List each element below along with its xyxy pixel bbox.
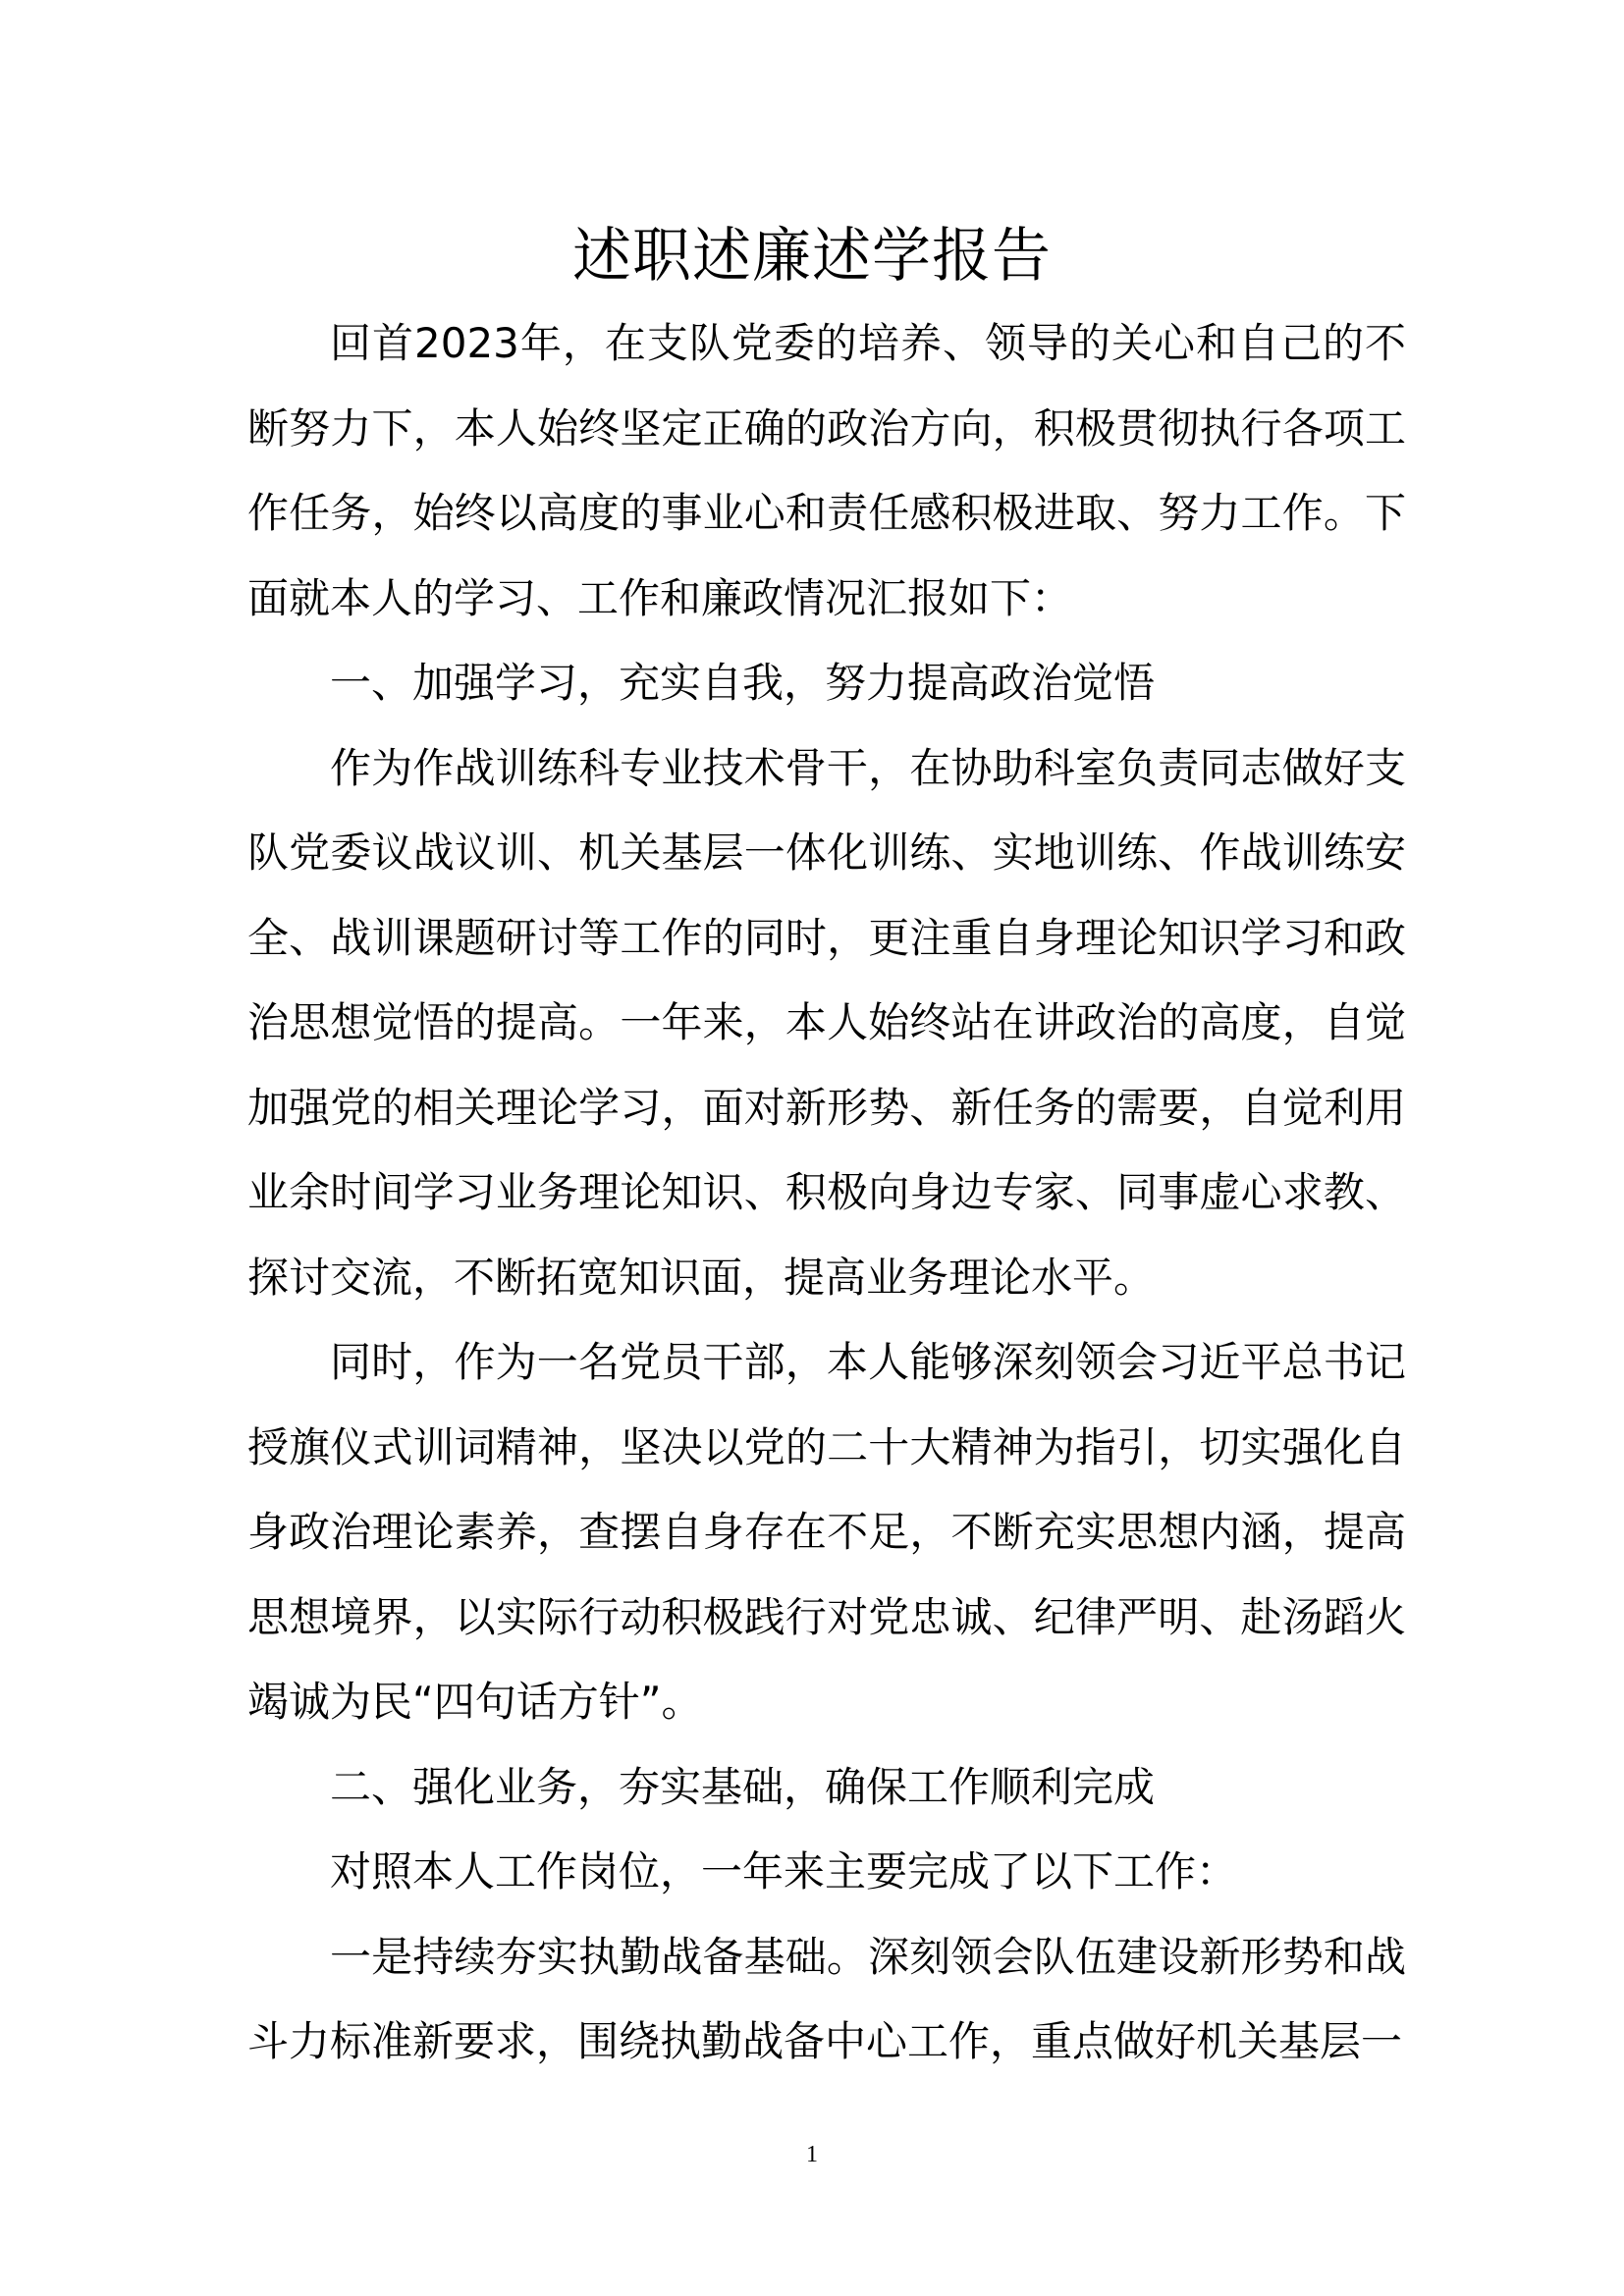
section-heading-1: 一、加强学习，充实自我，努力提高政治觉悟 — [330, 659, 1156, 707]
paragraph-study: 作为作战训练科专业技术骨干，在协助科室负责同志做好支队党委议战议训、机关基层一体化训练、实地训练、作战训练安全、战训课题研讨等工作的同时，更注重自身理论知识学习和政治思想觉悟的提高。一年来，本人始终站在讲政治的高度，自觉加强党的相关理论学习，面对新形势、新任务的需要，自觉利用业余时间学习业务理论知识、积极向身边专家、同事虚心求教、探讨交流，不断拓宽知识面，提高业务理论水平。 — [247, 743, 1406, 1302]
paragraph-work-intro: 对照本人工作岗位，一年来主要完成了以下工作： — [330, 1847, 1238, 1896]
document-title: 述职述廉述学报告 — [572, 222, 1052, 291]
document-body — [247, 301, 1406, 2085]
page-number: 1 — [806, 2142, 818, 2167]
section-heading-2: 二、强化业务，夯实基础，确保工作顺利完成 — [330, 1762, 1156, 1811]
paragraph-party-member: 同时，作为一名党员干部，本人能够深刻领会习近平总书记授旗仪式训词精神，坚决以党的二十大精神为指引，切实强化自身政治理论素养，查摆自身存在不足，不断充实思想内涵，提高思想境界，以实际行动积极践行对党忠诚、纪律严明、赴汤蹈火竭诚为民“四句话方针”。 — [247, 1338, 1406, 1726]
paragraph-readiness: 一是持续夯实执勤战备基础。深刻领会队伍建设新形势和战斗力标准新要求，围绕执勤战备中心工作，重点做好机关基层一 — [247, 1932, 1406, 2065]
paragraph-intro: 回首2023年，在支队党委的培养、领导的关心和自己的不断努力下，本人始终坚定正确的政治方向，积极贯彻执行各项工作任务，始终以高度的事业心和责任感积极进取、努力工作。下面就本人的学习、工作和廉政情况汇报如下： — [247, 319, 1406, 622]
